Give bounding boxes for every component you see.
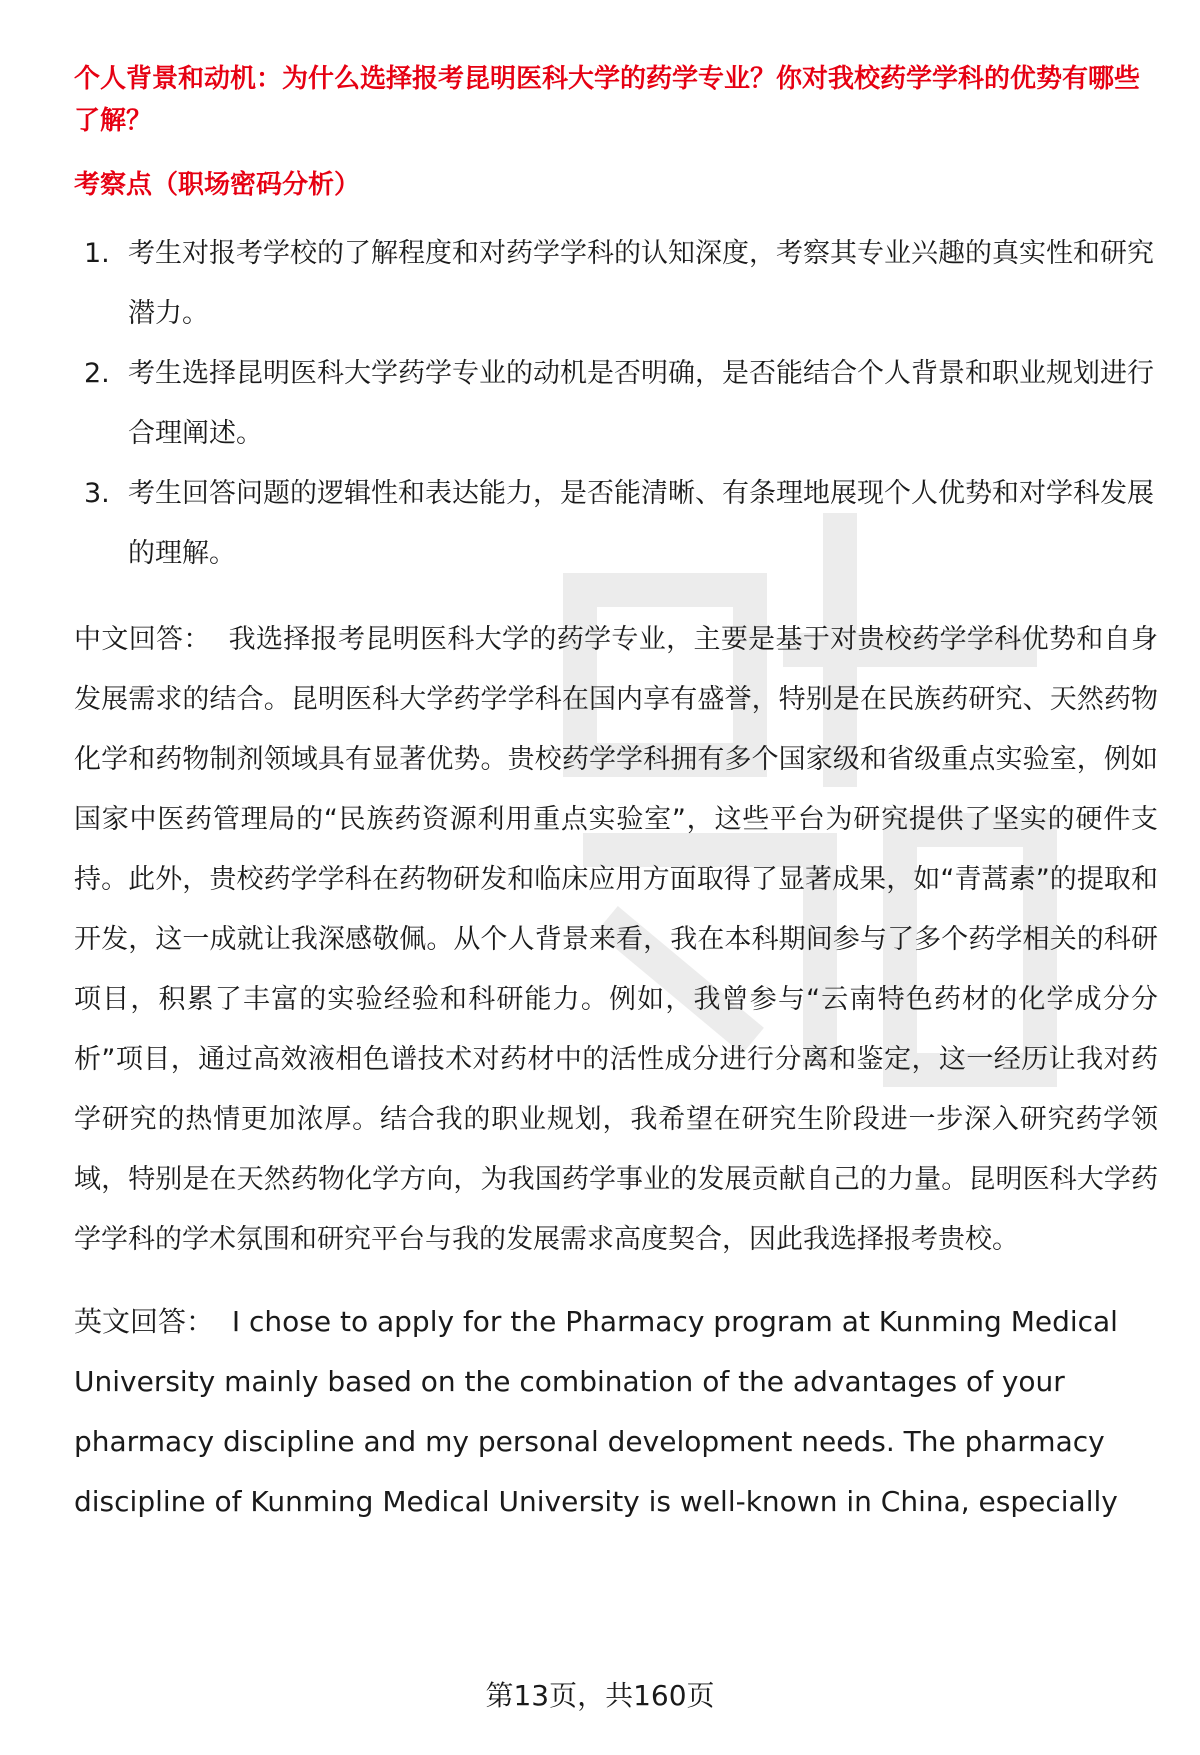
list-item: [74, 224, 1158, 344]
chinese-answer-paragraph: [74, 610, 1158, 1270]
list-item-number: 3.: [84, 478, 110, 509]
chinese-answer-label: 中文回答：: [74, 624, 211, 655]
list-item-text: 考生回答问题的逻辑性和表达能力，是否能清晰、有条理地展现个人优势和对学科发展的理解。: [128, 478, 1154, 569]
english-answer-text: I chose to apply for the Pharmacy program at Kunming Medical University mainly based on the combination of the advantages of your pharmacy discipline and my personal development needs. The pharmacy discipline of Kunming Medical University is well-known in China, especially: [74, 1305, 1118, 1518]
list-item-number: 2.: [84, 358, 110, 389]
english-answer-paragraph: [74, 1292, 1158, 1532]
list-item-number: 1.: [84, 238, 110, 269]
exam-points-heading: 考察点（职场密码分析）: [74, 170, 361, 200]
list-item-text: 考生选择昆明医科大学药学专业的动机是否明确，是否能结合个人背景和职业规划进行合理阐述。: [128, 358, 1154, 449]
main-content: [74, 58, 1158, 1554]
list-item: [74, 464, 1158, 584]
english-answer-label: 英文回答：: [74, 1305, 215, 1338]
question-heading: 个人背景和动机：为什么选择报考昆明医科大学的药学专业？你对我校药学学科的优势有哪些了解？: [74, 64, 1141, 136]
list-item-text: 考生对报考学校的了解程度和对药学学科的认知深度，考察其专业兴趣的真实性和研究潜力。: [128, 238, 1154, 329]
exam-points-list: [74, 224, 1158, 584]
chinese-answer-text: 我选择报考昆明医科大学的药学专业，主要是基于对贵校药学学科优势和自身发展需求的结合。昆明医科大学药学学科在国内享有盛誉，特别是在民族药研究、天然药物化学和药物制剂领域具有显著优势。贵校药学学科拥有多个国家级和省级重点实验室，例如国家中医药管理局的“民族药资源利用重点实验室”，这些平台为研究提供了坚实的硬件支持。此外，贵校药学学科在药物研发和临床应用方面取得了显著成果，如“青蒿素”的提取和开发，这一成就让我深感敬佩。从个人背景来看，我在本科期间参与了多个药学相关的科研项目，积累了丰富的实验经验和科研能力。例如，我曾参与“云南特色药材的化学成分分析”项目，通过高效液相色谱技术对药材中的活性成分进行分离和鉴定，这一经历让我对药学研究的热情更加浓厚。结合我的职业规划，我希望在研究生阶段进一步深入研究药学领域，特别是在天然药物化学方向，为我国药学事业的发展贡献自己的力量。昆明医科大学药学学科的学术氛围和研究平台与我的发展需求高度契合，因此我选择报考贵校。: [74, 624, 1159, 1255]
page-number-footer: 第13页，共160页: [485, 1679, 715, 1712]
list-item: [74, 344, 1158, 464]
